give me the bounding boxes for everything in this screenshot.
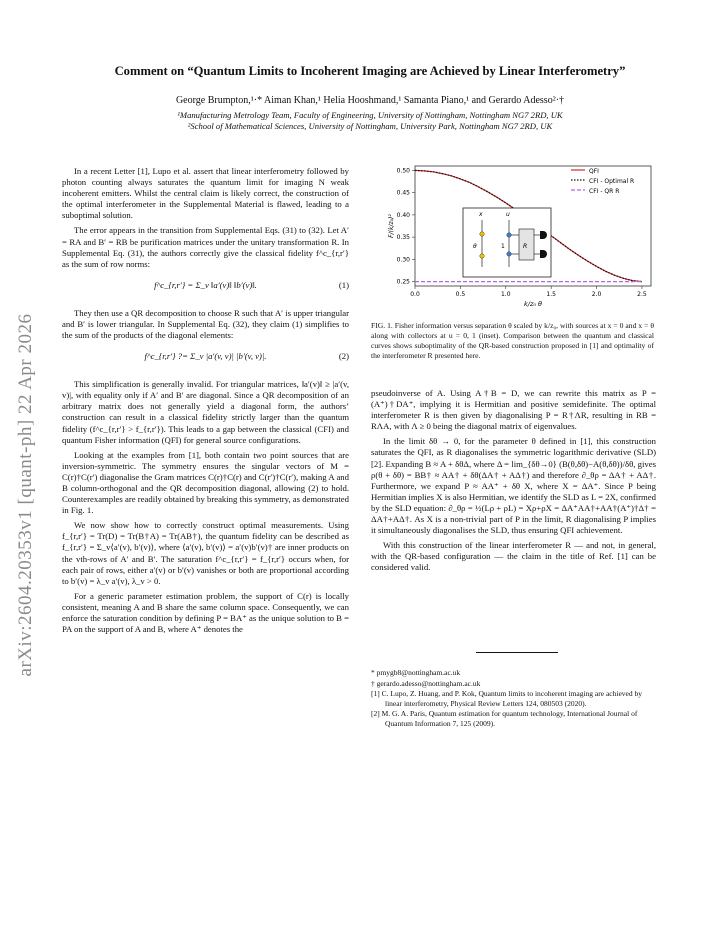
- equation-body: f^c_{r,r′} = Σ_v ‖a′(v)‖ ‖b′(v)‖.: [154, 279, 257, 290]
- equation-1: [62, 274, 349, 302]
- x-tick-label: 2.5: [637, 291, 647, 298]
- legend-entry: QFI: [589, 168, 599, 175]
- footnotes: [371, 668, 654, 730]
- left-column: [62, 166, 349, 639]
- legend-entry: CFI - QR R: [589, 188, 620, 195]
- y-axis-label: F/(k/z₀)²: [388, 214, 395, 238]
- author-list: George Brumpton,¹·* Aiman Khan,¹ Helia Hooshmand,¹ Samanta Piano,¹ and Gerardo Adesso²·†: [175, 95, 565, 106]
- paragraph: This simplification is generally invalid. For triangular matrices, ‖a′(v)‖ ≥ |a′(v, v)|, with equality only if A′ and B′ are diagonal. Since a QR decomposition of an arbitrary matrix does not generally yield a diagonal form, the authors’ construction can result in a classical fidelity strictly larger than the quantum fidelity (f^c_{r,r′} > f_{r,r′}). This leads to a gap between the classical (CFI) and quantum Fisher information (QFI) for general source configurations.: [62, 379, 349, 445]
- reference-2: [2] M. G. A. Paris, Quantum estimation for quantum technology, International Journal of Quantum Information 7, 125 (2009).: [371, 709, 638, 728]
- y-tick-label: 0.50: [396, 167, 410, 175]
- affiliation-1: ¹Manufacturing Metrology Team, Faculty of Engineering, University of Nottingham, Nottingham NG7 2RD, UK: [177, 110, 563, 120]
- collector-dot: [507, 252, 511, 256]
- x-tick-label: 1.5: [546, 291, 556, 298]
- legend-entry: CFI - Optimal R: [589, 178, 635, 185]
- paragraph: Looking at the examples from [1], both contain two point sources that are inversion-symmetric. The symmetry ensures the singular vectors of M = C(r)†C(r′) diagonalise the Gram matrices C(r)†C(r) and C(r′)†C(r′), making A and B column-orthogonal and the QR decomposition diagonal, allowing (2) to hold. Counterexamples are readily obtained by breaking this symmetry, as demonstrated in Fig. 1.: [62, 449, 350, 516]
- source-dot: [480, 232, 484, 236]
- inset-label-theta: θ: [473, 243, 477, 250]
- equation-2: [62, 345, 349, 373]
- inset-label-one: 1: [501, 243, 505, 250]
- equation-number: (1): [338, 279, 349, 290]
- y-tick-label: 0.45: [396, 189, 410, 197]
- source-dot: [480, 254, 484, 258]
- x-tick-label: 2.0: [591, 291, 602, 298]
- footnote-email: † gerardo.adesso@nottingham.ac.uk: [371, 678, 481, 688]
- affiliation-2: ²School of Mathematical Sciences, University of Nottingham, University Park, Nottingham NG7 2RD, UK: [187, 121, 553, 131]
- x-tick-label: 0.0: [410, 291, 420, 298]
- paragraph: The error appears in the transition from Supplemental Eqs. (31) to (32). Let A′ = RA and B′ = RB be purification matrices under the unitary transformation R. In Supplemental Eq. (31), the authors correctly give the classical fidelity f^c_{r,r′} as the sum of row norms:: [62, 225, 349, 269]
- figure-caption: FIG. 1. Fisher information versus separation θ scaled by k/z₀, with sources at x = 0 and x = θ along with collectors at u = 0, 1 (inset). Comparison between the quantum and classical curves shows suboptimality of the QR-based construction proposed in [1] and optimality of the interferometer R presented here.: [371, 321, 654, 360]
- equation-body: f^c_{r,r′} ?= Σ_v |a′(v, v)| |b′(v, v)|.: [144, 351, 267, 362]
- right-column: [371, 388, 656, 578]
- inset-label-u: u: [506, 211, 510, 218]
- arxiv-sidebar-stamp: arXiv:2604.20353v1 [quant-ph] 22 Apr 2026: [15, 313, 36, 677]
- inset-label-r: R: [523, 243, 528, 250]
- inset-label-x: x: [479, 211, 483, 218]
- collector-dot: [507, 233, 511, 237]
- footnote-email: * pmygb8@nottingham.ac.uk: [371, 668, 461, 677]
- paper-title: Comment on “Quantum Limits to Incoherent Imaging are Achieved by Linear Interferometry”: [114, 64, 626, 78]
- paragraph: They then use a QR decomposition to choose R such that A′ is upper triangular and B′ is lower triangular. In Supplemental Eq. (32), they claim (1) simplifies to the sum of the products of the diagonal elements:: [62, 307, 349, 341]
- inset-diagram: [463, 208, 551, 277]
- paragraph: In the limit δθ → 0, for the parameter θ defined in [1], this construction saturates the QFI, as R diagonalises the symmetric logarithmic derivative (SLD) [2]. Expanding B ≈ A + δθΔ, where Δ = lim_{δθ→0} (B(θ,δθ)−A(θ,δθ))/δθ, gives ρ(θ + δθ) = BB† ≈ AA† + δθ(ΔA† + AΔ†) and therefore ∂_θρ = ΔA† + AΔ†. Furthermore, we expand P ≈ AA⁺ + δθ X, where X = ΔA⁺. Since P being Hermitian implies X is also Hermitian, we identify the SLD as L = 2X, confirmed by the SLD equation: ∂_θρ = ½(Lρ + ρL) = Xρ+ρX = ΔA⁺AA†+AA†(A⁺)†Δ† = ΔA†+AΔ†. As X is a non-trivial part of P in the limit, R diagonalising P implies it simultaneously diagonalises the SLD, thus ensuring QFI achievement.: [371, 436, 656, 536]
- paragraph: We now show how to correctly construct optimal measurements. Using f_{r,r′} = Tr(D) = Tr(B†A) = Tr(AB†), the quantum fidelity can be described as f_{r,r′} = Σ_v⟨a′(v), b′(v)⟩, where ⟨a′(v), b′(v)⟩ = a′(v)b′(v)† are inner products on the vth-rows of A′ and B′. The saturation f^c_{r,r′} = f_{r,r′} occurs when, for each pair of rows, either a′(v) or b′(v) vanishes or both are proportional according to b′(v) = λ_v a′(v), λ_v > 0.: [62, 520, 349, 586]
- paragraph: In a recent Letter [1], Lupo et al. assert that linear interferometry followed by photon counting always saturates the quantum limit for imaging N weak incoherent emitters. Whilst the central claim is likely correct, the construction of the optimal interferometer in the Supplemental Material is flawed, leading to a suboptimal solution.: [62, 166, 349, 221]
- paragraph: With this construction of the linear interferometer R — and not, in general, with the QR-based configuration — the claim in the title of Ref. [1] can be considered valid.: [371, 540, 656, 573]
- paragraph: For a generic parameter estimation problem, the support of C(r) is locally consistent, meaning A and B share the same column space. Consequently, we can enforce the saturation condition by defining P = BA⁺ as the unique solution to B = PA on the support of A and B, where A⁺ denotes the: [62, 590, 349, 635]
- x-tick-label: 0.5: [455, 291, 466, 298]
- y-tick-label: 0.30: [396, 256, 410, 264]
- y-tick-label: 0.25: [396, 278, 410, 286]
- figure-1-chart: [371, 160, 657, 308]
- x-axis-label: k/z₀ θ: [523, 300, 543, 308]
- y-tick-label: 0.35: [396, 234, 410, 242]
- reference-1: [1] C. Lupo, Z. Huang, and P. Kok, Quantum limits to incoherent imaging are achieved by linear interferometry, Physical Review Letters 124, 080503 (2020).: [371, 689, 642, 708]
- legend: [571, 168, 634, 195]
- equation-number: (2): [338, 351, 349, 362]
- y-tick-label: 0.40: [396, 211, 410, 219]
- footnote-rule: [476, 652, 558, 653]
- x-tick-label: 1.0: [500, 291, 511, 298]
- paragraph: pseudoinverse of A. Using A†B = D, we can rewrite this matrix as P = (A⁺)†DA⁺, implying it is Hermitian and positive semidefinite. The optimal interferometer R is then given by diagonalising P = R†ΛR, resulting in RB = RΛA, with Λ ≥ 0 being the diagonal matrix of eigenvalues.: [371, 388, 656, 432]
